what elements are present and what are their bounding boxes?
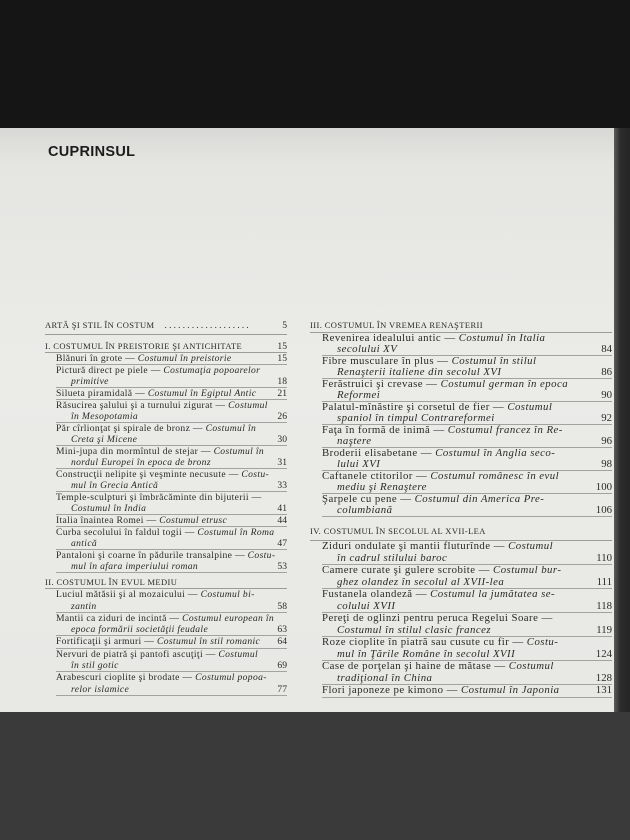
entry-title: Nervuri de piatră şi pantofi ascuţiţi — [56,648,219,660]
page-number: 84 [601,342,612,355]
toc-entry [56,527,287,550]
page-number: 53 [277,560,287,572]
photo-edge-right [614,128,630,712]
entry-title: Luciul mătăsii şi al mozaicului — [56,589,201,601]
entry-subtitle: Costumaţia popoarelor [163,364,261,376]
page-number: 41 [277,502,287,514]
entry-title: Ferăstruici şi crevase — [322,377,441,390]
entry-title: Construcţii nelipite şi veşminte necusute — [56,468,242,480]
page-number: 18 [277,375,287,387]
entry-line [56,613,287,624]
entry-line [322,673,612,685]
toc-entry [322,613,612,637]
entry-title: Păr cîrlionţat şi spirale de bronz — [56,422,206,434]
entry-subtitle: în Mesopotamia [71,410,138,422]
entry-subtitle: Costumul bi- [200,589,255,601]
toc-entry [322,356,612,379]
page-number: 86 [601,365,612,378]
entry-line [56,660,287,671]
toc-section-17th-century [310,526,612,698]
toc-entry [322,565,612,589]
entry-subtitle: naştere [337,434,372,447]
front-entry-title: ARTĂ ŞI STIL ÎN COSTUM [45,319,155,330]
entry-line [56,446,287,457]
entry-title: Şarpele cu pene — [322,492,415,505]
entry-subtitle: mul în afara imperiului roman [71,560,199,572]
entry-subtitle: Costumul românesc în evul [430,469,560,482]
entry-line [56,672,287,683]
entry-subtitle: epoca formării societăţii feudale [71,624,209,636]
section-title: III. COSTUMUL ÎN VREMEA RENAŞTERII [310,319,483,330]
entry-subtitle: Creta şi Micene [71,433,138,445]
section-title: IV. COSTUMUL ÎN SECOLUL AL XVII-LEA [310,525,486,536]
toc-front-entry [45,320,287,335]
entry-line [322,625,612,637]
entry-subtitle: Costumul [507,400,553,413]
entry-title: Răsucirea şalului şi a turnului zigurat — [56,399,229,411]
toc-entries [322,333,612,517]
entry-subtitle: antică [71,537,98,549]
entry-line [56,400,287,411]
toc-entry [56,672,287,696]
page-number: 15 [277,340,287,352]
entry-title: Italia înaintea Romei — [56,514,160,526]
entry-line [56,457,287,468]
entry-line [322,649,612,661]
page-number: 124 [595,647,612,660]
page-number: 64 [277,636,287,648]
toc-entry [56,589,287,613]
entry-title: Silueta piramidală — [56,387,148,399]
entry-subtitle: Costumul din America Pre- [414,492,545,505]
entry-subtitle: Costumul în Egiptul Antic [147,387,257,399]
toc-entry [322,402,612,425]
toc-entry [322,541,612,565]
entry-line [322,413,612,424]
toc-entry [322,494,612,517]
page-number: 30 [277,433,287,445]
toc-entry [56,613,287,637]
entry-title: Palatul-mînăstire şi corsetul de fier — [322,400,508,413]
entry-line [56,624,287,635]
entry-subtitle: spaniol în timpul Contrareformei [337,411,495,424]
toc-entry [322,425,612,448]
entry-title: Blănuri în grote — [56,352,138,364]
entry-subtitle: Costumul în Anglia seco- [435,446,556,459]
entry-subtitle: tradiţional în China [337,671,433,684]
page-number: 98 [601,457,612,470]
entry-subtitle: zantin [71,600,97,612]
page-title: CUPRINSUL [48,144,136,160]
entry-line [56,636,287,647]
entry-subtitle: Costumul [508,540,554,552]
entry-subtitle: Costumul [508,660,554,672]
section-heading [310,526,612,542]
entry-subtitle: Reformei [337,388,381,401]
toc-entry [56,515,287,527]
entry-title: Arabescuri cioplite şi brodate — [56,672,196,684]
toc-entry [322,661,612,685]
toc-entry [56,636,287,648]
page-number: 118 [596,599,612,612]
entry-subtitle: Costumul [228,399,268,411]
entry-subtitle: Costumul german în epoca [440,377,569,390]
toc-entries [56,589,287,696]
page-number: 21 [277,387,287,399]
entry-line [56,601,287,612]
entry-subtitle: lului XVI [337,457,381,470]
entry-line [56,376,287,387]
entry-title: Fibre musculare în plus — [322,354,452,367]
toc-entry [322,448,612,471]
entry-line [322,344,612,355]
toc-entry [322,471,612,494]
section-title: II. COSTUMUL ÎN EVUL MEDIU [45,577,178,587]
entry-line [322,436,612,447]
entry-subtitle: Costumul în stil romanic [156,636,261,648]
entry-subtitle: Costumul în [213,445,265,457]
entry-title: Broderii elisabetane — [322,446,436,459]
toc-section-middle-ages [45,577,287,696]
entry-line [56,434,287,445]
entry-subtitle: Costumul în stilul clasic francez [337,623,492,636]
entry-subtitle: Costumul bur- [493,564,562,576]
entry-line [322,390,612,401]
page-number: 96 [601,434,612,447]
entry-line [56,649,287,660]
book-page [0,128,614,712]
entry-subtitle: Costu- [526,636,559,648]
page-number: 106 [595,503,612,516]
section-heading [45,577,287,589]
entry-title: Pereţi de oglinzi pentru peruca Regelui Soare — [322,612,553,624]
entry-subtitle: Costu- [247,549,276,561]
toc-entry [56,550,287,573]
entry-line [56,411,287,422]
entry-title: Fustanela olandeză — [322,588,431,600]
entry-subtitle: Costumul [218,648,258,660]
entry-subtitle: Costumul în Japonia [461,684,560,696]
toc-entry [56,400,287,423]
entry-subtitle: Costumul în preistorie [137,352,232,364]
entry-line [56,515,287,526]
entry-subtitle: primitive [71,375,109,387]
entry-title: Flori japoneze pe kimono — [322,684,461,696]
entry-subtitle: mul în Ţările Române în secolul XVII [337,647,516,660]
entry-line [56,589,287,600]
dot-leader: ................... [164,319,251,330]
page-number: 119 [596,623,612,636]
page-number: 128 [595,671,612,684]
toc-entry [56,446,287,469]
entry-line [322,482,612,493]
toc-entries [56,353,287,573]
entry-line [56,503,287,514]
entry-line [56,423,287,434]
page-number: 15 [277,352,287,364]
entry-subtitle: în stil gotic [71,660,119,672]
entry-title: Mini-jupa din mormîntul de stejar — [56,445,214,457]
entry-line [56,492,287,503]
entry-line [56,538,287,549]
entry-line [56,684,287,695]
entry-subtitle: ghez olandez în secolul al XVII-lea [337,575,505,588]
entry-subtitle: în cadrul stilului baroc [337,551,448,564]
toc-section-prehistory-antiquity [45,341,287,573]
entry-line [56,480,287,491]
entry-subtitle: Costumul etrusc [159,514,228,526]
entry-subtitle: mul în Grecia Antică [71,479,159,491]
entry-line [322,601,612,613]
entry-line [322,505,612,516]
entry-line [56,353,287,364]
entry-title: Pantaloni şi coarne în pădurile transalpine — [56,549,248,561]
page-number: 58 [277,600,287,612]
page-number: 92 [601,411,612,424]
entry-subtitle: relor islamice [71,683,130,695]
entry-subtitle: Renaşterii italiene din secolul XVI [337,365,502,378]
toc-entry [56,423,287,446]
entry-title: Case de porţelan şi haine de mătase — [322,660,509,672]
entry-line [322,553,612,565]
entry-subtitle: nordul Europei în epoca de bronz [71,456,211,468]
entry-title: Temple-sculpturi şi îmbrăcăminte din bijuterii — [56,491,262,503]
entry-title: Ziduri ondulate şi mantii fluturînde — [322,540,509,552]
entry-subtitle: Costumul în Roma [197,526,275,538]
entry-subtitle: Costumul în [205,422,257,434]
entry-line [322,459,612,470]
entry-subtitle: mediu şi Renaştere [337,480,427,493]
page-number: 77 [277,683,287,695]
page-number: 44 [277,514,287,526]
page-number: 47 [277,537,287,549]
entry-line [56,388,287,399]
entry-subtitle: columbiană [337,503,393,516]
entry-line [56,561,287,572]
entry-subtitle: Costumul în Italia [458,331,546,344]
entry-line [322,367,612,378]
entry-subtitle: Costumul la jumătatea se- [430,588,556,600]
toc-entry [322,379,612,402]
toc-entry [322,333,612,356]
page-number: 69 [277,660,287,672]
entry-title: Pictură direct pe piele — [56,364,164,376]
entry-title: Camere curate şi gulere scrobite — [322,564,494,576]
toc-entry [322,637,612,661]
entry-subtitle: Costumul în India [71,502,147,514]
entry-line [322,577,612,589]
entry-subtitle: Costumul francez în Re- [447,423,563,436]
page-number: 90 [601,388,612,401]
entry-subtitle: Costumul popoa- [195,672,267,684]
toc-entry [322,685,612,698]
entry-line [322,685,612,697]
page-number: 111 [596,575,612,588]
photo-bottom-surface [0,712,630,840]
entry-subtitle: Costumul în stilul [451,354,537,367]
toc-entry [56,649,287,673]
page-number: 33 [277,479,287,491]
entry-subtitle: Costumul european în [182,612,275,624]
page-number: 131 [595,684,612,696]
page-number: 63 [277,624,287,636]
entry-line [56,550,287,561]
toc-entry [56,469,287,492]
entry-subtitle: Costu- [241,468,270,480]
entry-title: Roze cioplite în piatră sau cusute cu fir — [322,636,527,648]
toc-section-renaissance [310,320,612,517]
toc-entry [56,492,287,515]
entry-title: Fortificaţii şi armuri — [56,636,157,648]
section-heading [45,341,287,353]
page-number: 110 [596,551,612,564]
entry-line [56,365,287,376]
entry-subtitle: secolului XV [337,342,398,355]
entry-title: Revenirea idealului antic — [322,331,459,344]
page-number: 26 [277,410,287,422]
toc-entry [56,353,287,365]
entry-title: Curba secolului în faldul togii — [56,526,198,538]
entry-title: Mantii ca ziduri de incintă — [56,612,183,624]
page-number: 100 [595,480,612,493]
entry-subtitle: colului XVII [337,599,396,612]
entry-title: Caftanele ctitorilor — [322,469,431,482]
section-title: I. COSTUMUL ÎN PREISTORIE ŞI ANTICHITATE [45,340,243,351]
entry-line [56,469,287,480]
toc-entry [322,589,612,613]
page-number: 31 [277,456,287,468]
entry-title: Faţa în formă de inimă — [322,423,448,436]
toc-entries [322,541,612,698]
toc-entry [56,365,287,388]
page-number: 5 [282,319,287,331]
entry-line [56,527,287,538]
toc-entry [56,388,287,400]
